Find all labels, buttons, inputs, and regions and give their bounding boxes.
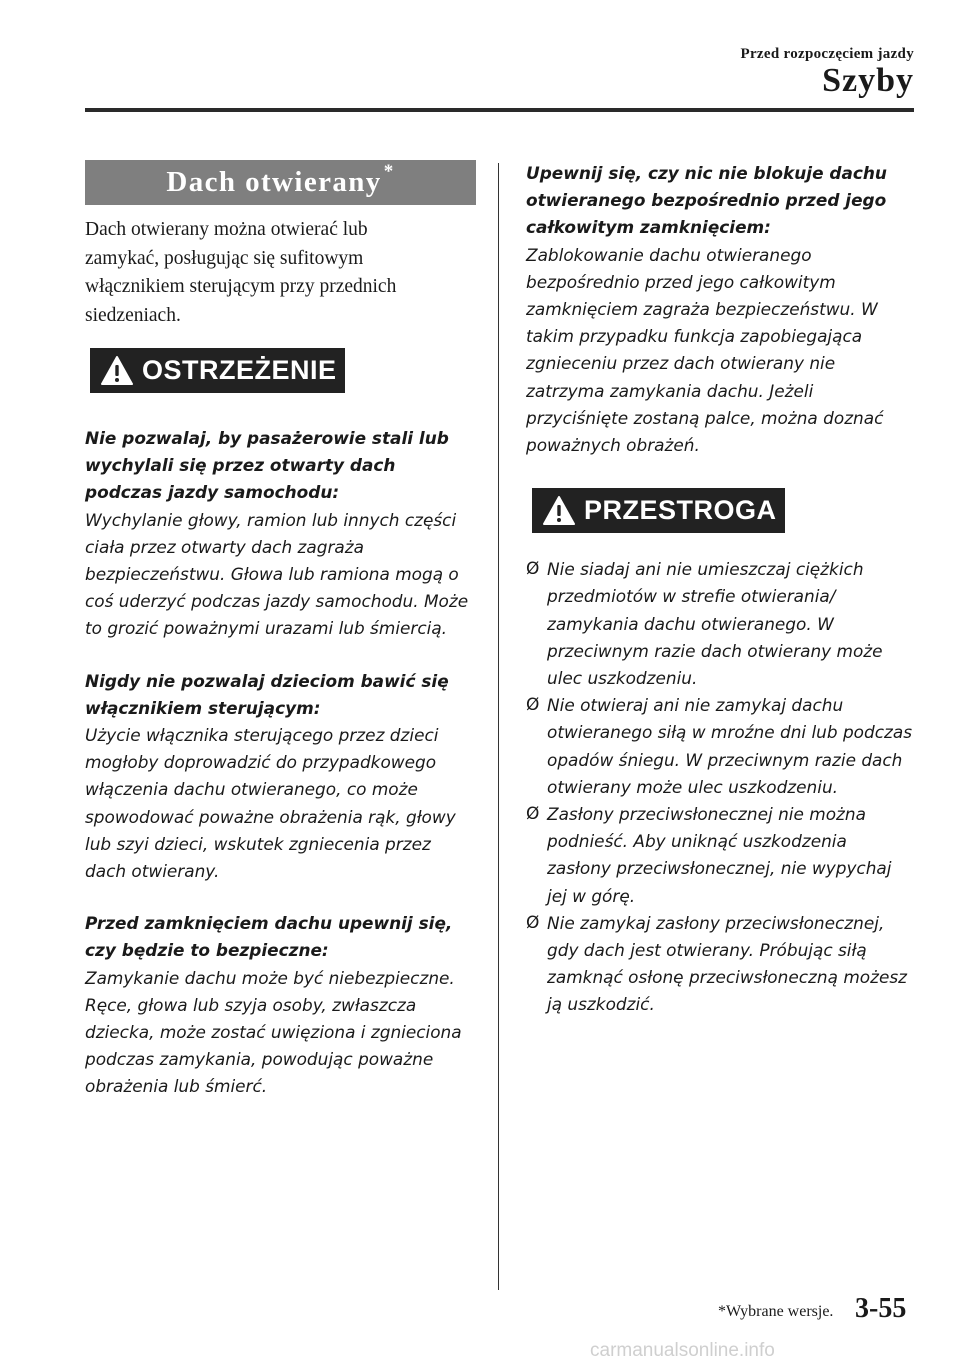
warning-lead: Przed zamknięciem dachu upewnij się, czy będzie to bezpieczne: xyxy=(85,913,453,961)
caution-text: Nie otwieraj ani nie zamykaj dachu otwieranego siłą w mroźne dni lub podczas opadów śniegu. W przeciwnym razie dach otwierany może ulec uszkodzeniu. xyxy=(547,695,913,797)
section-banner-title: Dach otwierany xyxy=(166,166,382,198)
warning-lead: Nigdy nie pozwalaj dzieciom bawić się włącznikiem sterującym: xyxy=(85,670,449,718)
warning-label xyxy=(90,348,345,393)
warning-label-text: OSTRZEŻENIE xyxy=(142,355,337,385)
warning-detail: Zablokowanie dachu otwieranego bezpośrednio przed jego całkowitym zamknięciem zagraża bezpieczeństwu. W takim przypadku funkcja zapobiegająca zgnieceniu przez dach otwierany nie zatrzyma zamykania dachu. Jeżeli przyciśnięte zostaną palce, można doznać poważnych obrażeń. xyxy=(526,244,884,456)
footer-note: *Wybrane wersje. xyxy=(718,1303,834,1320)
warning-detail: Zamykanie dachu może być niebezpieczne. Ręce, głowa lub szyja osoby, zwłaszcza dziecka, może zostać uwięziona i zgnieciona podczas zamykania, powodując poważne obrażenia lub śmierć. xyxy=(85,967,462,1097)
caution-text: Nie siadaj ani nie umieszczaj ciężkich przedmiotów w strefie otwierania/ zamykania dachu otwieranego. W przeciwnym razie dach otwierany może ulec uszkodzeniu. xyxy=(547,559,883,689)
left-column xyxy=(85,160,473,1101)
caution-list xyxy=(526,556,916,1018)
caution-item xyxy=(526,692,916,801)
column-divider xyxy=(498,163,499,1290)
page-number: 3-55 xyxy=(855,1293,907,1324)
caution-label-text: PRZESTROGA xyxy=(584,495,777,526)
chapter-title: Przed rozpoczęciem jazdy xyxy=(740,46,914,62)
warning-detail: Wychylanie głowy, ramion lub innych części ciała przez otwarty dach zagraża bezpieczeństwu. Głowa lub ramiona mogą o coś uderzyć podczas jazdy samochodu. Może to grozić poważnymi urazami lub śmiercią. xyxy=(85,509,469,639)
warning-lead: Nie pozwalaj, by pasażerowie stali lub wychylali się przez otwarty dach podczas jazdy samochodu: xyxy=(85,428,449,503)
intro-paragraph: Dach otwierany można otwierać lub zamykać, posługując się sufitowym włącznikiem sterującym przy przednich siedzeniach. xyxy=(85,219,397,326)
bullet-arrow-icon: Ø xyxy=(526,912,540,933)
caution-text: Zasłony przeciwsłonecznej nie można podnieść. Aby uniknąć uszkodzenia zasłony przeciwsłonecznej, nie wypychaj jej w górę. xyxy=(547,804,892,906)
bullet-arrow-icon: Ø xyxy=(526,804,540,825)
caution-item xyxy=(526,556,916,692)
caution-item xyxy=(526,910,916,1019)
warning-item xyxy=(85,425,473,643)
optional-mark: * xyxy=(383,160,395,182)
right-column xyxy=(526,160,916,1019)
watermark: carmanualsonline.info xyxy=(590,1340,775,1361)
bullet-arrow-icon: Ø xyxy=(526,559,540,580)
warning-item xyxy=(85,910,473,1100)
caution-item xyxy=(526,801,916,910)
caution-text: Nie zamykaj zasłony przeciwsłonecznej, gdy dach jest otwierany. Próbując siłą zamknąć osłonę przeciwsłoneczną możesz ją uszkodzić. xyxy=(547,912,908,1015)
caution-label xyxy=(532,488,785,533)
warning-lead: Upewnij się, czy nic nie blokuje dachu otwieranego bezpośrednio przed jego całkowitym zamknięciem: xyxy=(526,163,887,238)
warning-item xyxy=(85,668,473,886)
warning-item xyxy=(526,160,916,459)
warning-triangle-icon xyxy=(100,355,134,386)
warning-list xyxy=(85,425,473,1101)
caution-triangle-icon xyxy=(542,495,576,526)
warning-detail: Użycie włącznika sterującego przez dzieci mogłoby doprowadzić do przypadkowego włączenia dachu otwieranego, co może spowodować poważne obrażenia rąk, głowy lub szyi dzieci, wskutek zgniecenia przez dach otwierany. xyxy=(85,725,456,882)
header-rule xyxy=(85,108,914,112)
bullet-arrow-icon: Ø xyxy=(526,695,540,716)
section-title: Szyby xyxy=(822,62,914,99)
section-banner xyxy=(85,160,476,205)
